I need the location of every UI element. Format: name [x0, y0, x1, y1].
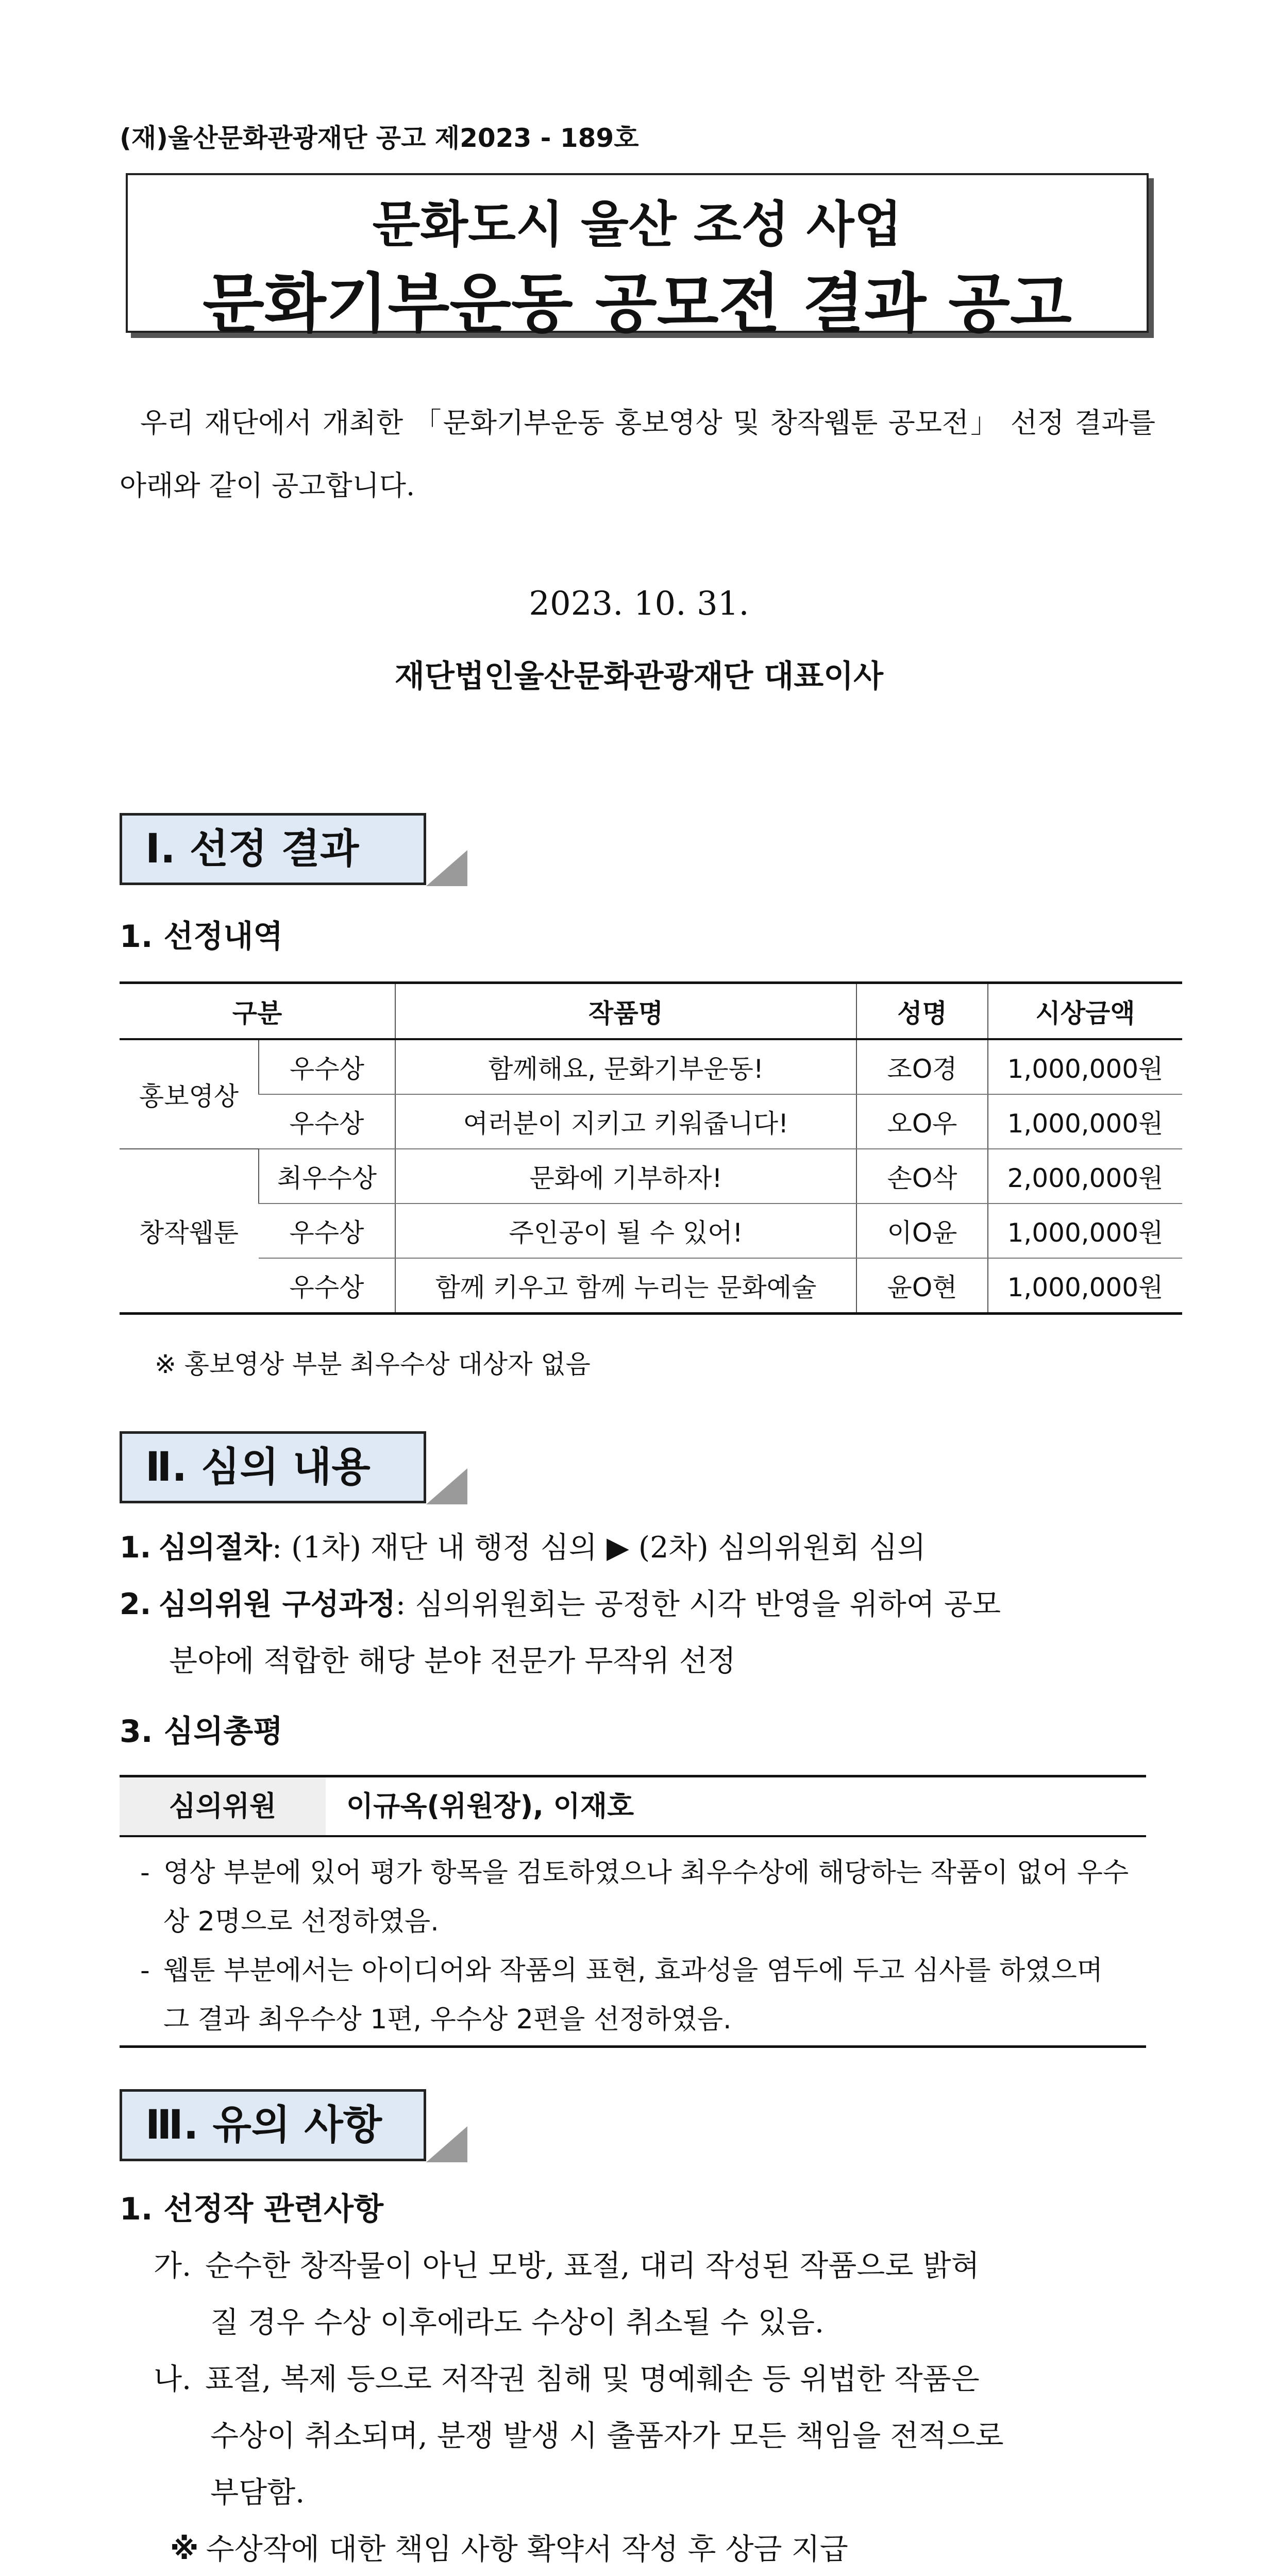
caution-b-line3: 부담함. [210, 2476, 305, 2510]
amount-cell: 1,000,000원 [988, 1258, 1182, 1314]
amount-cell: 1,000,000원 [988, 1204, 1182, 1258]
review-summary-panel [120, 1775, 1146, 2048]
section2-heading-shadow [426, 1468, 467, 1504]
review-procedure-label: 심의절차 [158, 1531, 272, 1565]
award-cell: 우수상 [259, 1039, 395, 1094]
review-comment-1-text: 영상 부분에 있어 평가 항목을 검토하였으나 최우수상에 해당하는 작품이 없어 우수상 2명으로 선정하였음. [163, 1857, 1129, 1937]
review-comment-2-dash: - [140, 1955, 150, 1986]
section2-title: Ⅱ. 심의 내용 [120, 1431, 426, 1503]
header-category: 구분 [120, 983, 395, 1040]
panel-header [120, 1777, 1146, 1837]
organization-name: 재단법인울산문화관광재단 대표이사 [394, 658, 884, 694]
review-procedure-text: : (1차) 재단 내 행정 심의 ▶ (2차) 심의위원회 심의 [272, 1531, 926, 1565]
committee-composition-text-line2: 분야에 적합한 해당 분야 전문가 무작위 선정 [169, 1644, 736, 1678]
section1-heading-shadow [426, 850, 467, 886]
review-procedure-num: 1. [120, 1531, 152, 1565]
work-cell: 문화에 기부하자! [395, 1149, 856, 1204]
results-table [120, 981, 1182, 1315]
notice-number: (재)울산문화관광재단 공고 제2023 - 189호 [120, 123, 639, 153]
section3-subtitle: 1. 선정작 관련사항 [120, 2191, 384, 2227]
caution-note-mark: ※ [170, 2532, 199, 2566]
table-row [120, 1149, 1182, 1204]
table-header-row [120, 983, 1182, 1040]
work-cell: 주인공이 될 수 있어! [395, 1204, 856, 1258]
review-comment-2-text: 웹툰 부분에서는 아이디어와 작품의 표현, 효과성을 염두에 두고 심사를 하였으며 그 결과 최우수상 1편, 우수상 2편을 선정하였음. [163, 1955, 1103, 2035]
section1-subtitle: 1. 선정내역 [120, 919, 283, 955]
committee-composition-num: 2. [120, 1587, 152, 1621]
review-comment-1 [140, 1849, 1130, 1946]
caution-b-label: 나. [154, 2362, 192, 2396]
table-note: ※ 홍보영상 부분 최우수상 대상자 없음 [155, 1349, 591, 1379]
committee-composition-label: 심의위원 구성과정 [158, 1587, 396, 1621]
table-row [120, 1204, 1182, 1258]
section3-heading [120, 2089, 480, 2161]
award-cell: 우수상 [259, 1094, 395, 1149]
header-work: 작품명 [395, 983, 856, 1040]
award-cell: 우수상 [259, 1258, 395, 1314]
name-cell: 오O우 [856, 1094, 988, 1149]
amount-cell: 1,000,000원 [988, 1039, 1182, 1094]
notice-date: 2023. 10. 31. [529, 585, 749, 623]
table-row [120, 1039, 1182, 1094]
name-cell: 윤O현 [856, 1258, 988, 1314]
section1-title: Ⅰ. 선정 결과 [120, 813, 426, 885]
committee-composition [120, 1581, 1001, 1623]
work-cell: 함께해요, 문화기부운동! [395, 1039, 856, 1094]
review-summary-title: 3. 심의총평 [120, 1714, 283, 1750]
amount-cell: 2,000,000원 [988, 1149, 1182, 1204]
caution-a-label: 가. [154, 2249, 192, 2283]
caution-b-line1: 표절, 복제 등으로 저작권 침해 및 명예훼손 등 위법한 작품은 [205, 2362, 980, 2396]
section3-heading-shadow [426, 2126, 467, 2162]
title-box [126, 173, 1149, 341]
intro-paragraph: 우리 재단에서 개최한 「문화기부운동 홍보영상 및 창작웹툰 공모전」 선정 결과를 아래와 같이 공고합니다. [120, 406, 1155, 502]
award-cell: 우수상 [259, 1204, 395, 1258]
header-name: 성명 [856, 983, 988, 1040]
amount-cell: 1,000,000원 [988, 1094, 1182, 1149]
table-row [120, 1258, 1182, 1314]
work-cell: 함께 키우고 함께 누리는 문화예술 [395, 1258, 856, 1314]
category-cell: 창작웹툰 [120, 1149, 259, 1314]
panel-label: 심의위원 [120, 1777, 326, 1835]
name-cell: 이O윤 [856, 1204, 988, 1258]
caution-a-line2: 질 경우 수상 이후에라도 수상이 취소될 수 있음. [210, 2306, 825, 2340]
section2-heading [120, 1431, 480, 1503]
review-procedure [120, 1524, 926, 1566]
caution-b-line2: 수상이 취소되며, 분쟁 발생 시 출품자가 모든 책임을 전적으로 [210, 2419, 1004, 2453]
section1-heading [120, 813, 480, 885]
section3-title: Ⅲ. 유의 사항 [120, 2089, 426, 2161]
panel-value: 이규옥(위원장), 이재호 [346, 1790, 634, 1822]
caution-note-text: 수상작에 대한 책임 사항 확약서 작성 후 상금 지급 [206, 2532, 848, 2566]
title-line2: 문화기부운동 공모전 결과 공고 [203, 267, 1072, 341]
title-line1: 문화도시 울산 조성 사업 [372, 196, 902, 253]
review-comment-2 [140, 1946, 1130, 2044]
name-cell: 조O경 [856, 1039, 988, 1094]
work-cell: 여러분이 지키고 키워줍니다! [395, 1094, 856, 1149]
table-row [120, 1094, 1182, 1149]
award-cell: 최우수상 [259, 1149, 395, 1204]
header-amount: 시상금액 [988, 983, 1182, 1040]
committee-composition-text-line1: : 심의위원회는 공정한 시각 반영을 위하여 공모 [395, 1587, 1001, 1621]
caution-note [170, 2526, 848, 2568]
review-comment-1-dash: - [140, 1857, 150, 1888]
caution-a-line1: 순수한 창작물이 아닌 모방, 표절, 대리 작성된 작품으로 밝혀 [205, 2249, 980, 2283]
category-cell: 홍보영상 [120, 1039, 259, 1149]
name-cell: 손O삭 [856, 1149, 988, 1204]
